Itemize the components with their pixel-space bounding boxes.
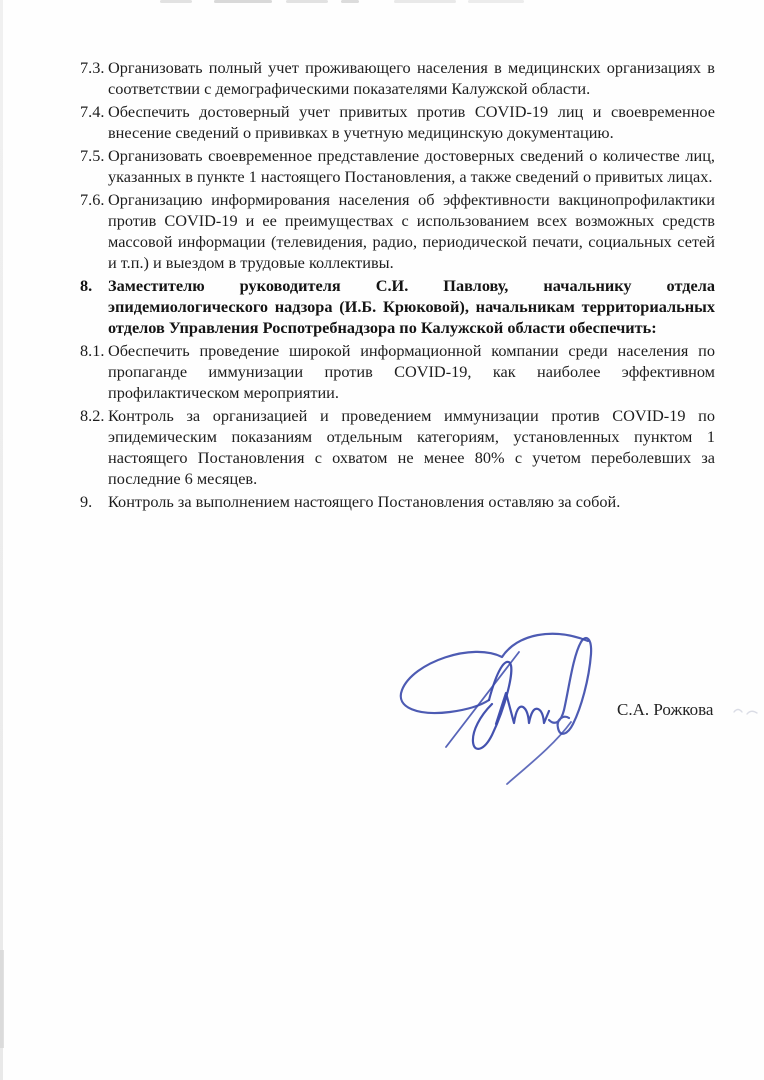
scan-artifact-top [286, 0, 328, 3]
document-paragraph-9 [80, 491, 715, 512]
document-paragraph-8-2 [80, 405, 715, 489]
item-number: 7.5. [80, 146, 105, 165]
item-text: Заместителю руководителя С.И. Павлову, начальнику отдела эпидемиологического надзора (И.Б. Крюковой), начальникам территориальных отделов Управления Роспотребнадзора по Калужской области обеспечить: [108, 276, 715, 337]
document-paragraph-7-3 [80, 57, 715, 99]
item-number: 9. [80, 492, 93, 511]
item-text: Организацию информирования населения об эффективности вакцинопрофилактики против COVID-19 и ее преимуществах с использованием всех возможных средств массовой информации (телевидения, радио, периодической печати, социальных сетей и т.п.) и выездом в трудовые коллективы. [108, 190, 715, 272]
scan-artifact-left-edge [0, 0, 3, 1080]
scan-artifact-top [468, 0, 524, 3]
item-number: 7.4. [80, 102, 105, 121]
item-number: 8.1. [80, 341, 105, 360]
item-number: 8. [80, 276, 93, 295]
document-paragraph-7-5 [80, 145, 715, 187]
item-number: 7.6. [80, 190, 105, 209]
item-text: Обеспечить проведение широкой информационной компании среди населения по пропаганде иммунизации против COVID-19, как наиболее эффективном профилактическом мероприятии. [108, 341, 715, 402]
item-number: 7.3. [80, 58, 105, 77]
item-text: Контроль за выполнением настоящего Постановления оставляю за собой. [108, 492, 621, 511]
document-paragraph-8-1 [80, 340, 715, 403]
scan-artifact-left-edge-dark [0, 950, 4, 1048]
item-number: 8.2. [80, 406, 105, 425]
document-paragraph-8 [80, 275, 715, 338]
signatory-name: С.А. Рожкова [617, 700, 714, 719]
item-text: Обеспечить достоверный учет привитых против COVID-19 лиц и своевременное внесение сведений о прививках в учетную медицинскую документацию. [108, 102, 715, 142]
scan-artifact-top [160, 0, 192, 3]
item-text: Контроль за организацией и проведением иммунизации против COVID-19 по эпидемическим показаниям отдельным категориям, установленных пунктом 1 настоящего Постановления с охватом не менее 80% с учетом переболевших за последние 6 месяцев. [108, 406, 715, 488]
item-text: Организовать своевременное представление достоверных сведений о количестве лиц, указанных в пункте 1 настоящего Постановления, а также сведений о привитых лицах. [108, 146, 715, 186]
scan-artifact-top [214, 0, 272, 3]
document-paragraph-7-6 [80, 189, 715, 273]
document-paragraph-7-4 [80, 101, 715, 143]
scan-artifact-top [394, 0, 456, 3]
pen-skip-mark [733, 704, 759, 718]
scan-artifact-top [341, 0, 359, 3]
signature-ink [395, 632, 605, 787]
document-body [80, 57, 715, 514]
item-text: Организовать полный учет проживающего населения в медицинских организациях в соответствии с демографическими показателями Калужской области. [108, 58, 715, 98]
